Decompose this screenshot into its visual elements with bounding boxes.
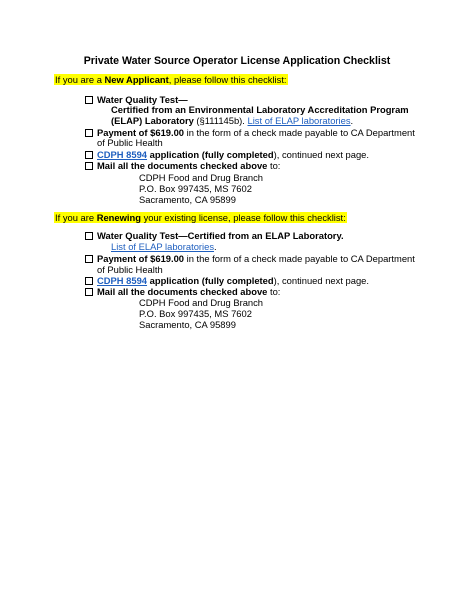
checkbox-new-payment[interactable] bbox=[85, 129, 93, 137]
continued-note: ), continued next page. bbox=[273, 149, 370, 160]
continued-note: ), continued next page. bbox=[273, 275, 370, 286]
elap-label: (ELAP) Laboratory bbox=[111, 115, 194, 126]
renew-water-test-link-line bbox=[111, 241, 217, 252]
mail-label: Mail all the documents checked above bbox=[97, 160, 268, 171]
new-cdph-app-text bbox=[97, 149, 369, 160]
elap-lab-list-link[interactable]: List of ELAP laboratories bbox=[247, 115, 351, 126]
renew-water-test-title: Water Quality Test—Certified from an ELAP Laboratory. bbox=[97, 230, 344, 241]
application-label: application bbox=[147, 275, 200, 286]
fully-completed-label: fully completed bbox=[204, 149, 274, 160]
lead-bold: New Applicant bbox=[104, 74, 169, 85]
checkbox-renew-water-test[interactable] bbox=[85, 232, 93, 240]
renew-cdph-app-text bbox=[97, 275, 369, 286]
checkbox-renew-cdph-app[interactable] bbox=[85, 277, 93, 285]
mail-label: Mail all the documents checked above bbox=[97, 286, 268, 297]
new-address-line2: P.O. Box 997435, MS 7602 bbox=[139, 183, 252, 194]
cdph-8594-link[interactable]: CDPH 8594 bbox=[97, 149, 148, 160]
punctuation: ( bbox=[199, 149, 205, 160]
new-applicant-lead bbox=[54, 74, 288, 85]
punctuation: ( bbox=[199, 275, 205, 286]
lead-text: If you are bbox=[55, 212, 97, 223]
payment-desc: in the form of a check made payable to CA Department bbox=[184, 253, 415, 264]
fully-completed-label: fully completed bbox=[204, 275, 274, 286]
punctuation: . bbox=[350, 115, 354, 126]
checkbox-renew-payment[interactable] bbox=[85, 255, 93, 263]
new-address-line3: Sacramento, CA 95899 bbox=[139, 194, 236, 205]
renew-payment-text bbox=[97, 253, 415, 264]
checkbox-new-water-test[interactable] bbox=[85, 96, 93, 104]
checkbox-new-mail[interactable] bbox=[85, 162, 93, 170]
renew-address-line3: Sacramento, CA 95899 bbox=[139, 319, 236, 330]
page-title: Private Water Source Operator License Application Checklist bbox=[83, 55, 391, 67]
lead-text: If you are a bbox=[55, 74, 105, 85]
lead-text: your existing license, please follow this checklist: bbox=[140, 212, 346, 223]
mail-to: to: bbox=[267, 160, 281, 171]
new-water-test-title: Water Quality Test— bbox=[97, 94, 188, 105]
new-water-test-desc-line3 bbox=[111, 115, 353, 126]
renew-mail-text bbox=[97, 286, 280, 297]
checkbox-renew-mail[interactable] bbox=[85, 288, 93, 296]
payment-amount: Payment of $619.00 bbox=[97, 253, 185, 264]
new-payment-text-line2: of Public Health bbox=[97, 137, 163, 148]
lead-bold: Renewing bbox=[96, 212, 141, 223]
payment-amount: Payment of $619.00 bbox=[97, 127, 185, 138]
renew-payment-text-line2: of Public Health bbox=[97, 264, 163, 275]
renewing-lead bbox=[54, 212, 347, 223]
cdph-8594-link[interactable]: CDPH 8594 bbox=[97, 275, 148, 286]
checkbox-new-cdph-app[interactable] bbox=[85, 151, 93, 159]
elap-lab-list-link[interactable]: List of ELAP laboratories bbox=[111, 241, 215, 252]
statute-ref: (§111145b). bbox=[193, 115, 248, 126]
punctuation: . bbox=[214, 241, 217, 252]
renew-address-line2: P.O. Box 997435, MS 7602 bbox=[139, 308, 252, 319]
mail-to: to: bbox=[267, 286, 281, 297]
renew-address-line1: CDPH Food and Drug Branch bbox=[139, 297, 264, 308]
new-address-line1: CDPH Food and Drug Branch bbox=[139, 172, 264, 183]
new-mail-text bbox=[97, 160, 280, 171]
application-label: application bbox=[147, 149, 200, 160]
new-water-test-desc: Certified from an Environmental Laboratory Accreditation Program bbox=[111, 104, 409, 115]
payment-desc: in the form of a check made payable to CA Department bbox=[184, 127, 415, 138]
lead-text: , please follow this checklist: bbox=[168, 74, 287, 85]
